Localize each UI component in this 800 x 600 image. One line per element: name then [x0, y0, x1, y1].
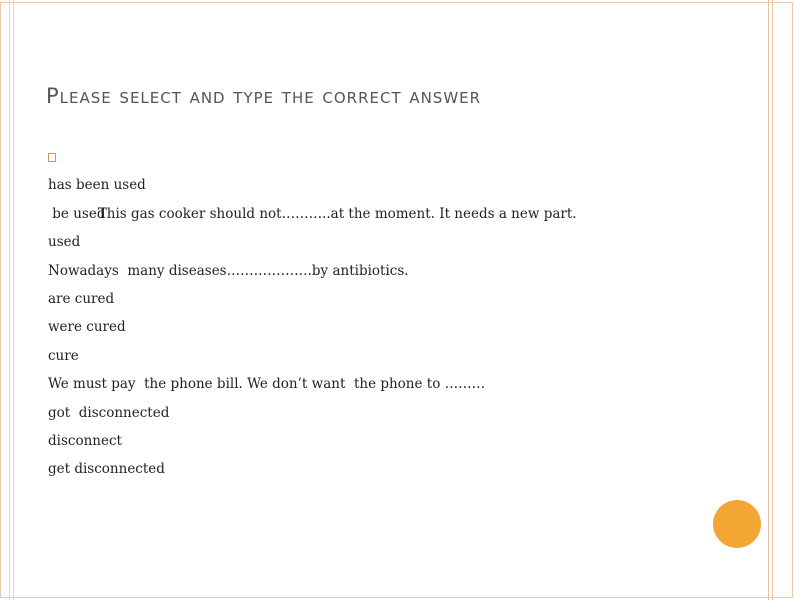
- right-rule: [768, 0, 769, 600]
- answer-option: are cured: [48, 290, 115, 307]
- answer-option: cure: [48, 347, 79, 364]
- left-rule: [9, 0, 10, 600]
- question-2: Nowadays many diseases……………….by antibiotics.: [48, 262, 409, 279]
- answer-option: get disconnected: [48, 461, 165, 478]
- question-3: We must pay the phone bill. We don’t want the phone to ………: [48, 376, 486, 393]
- right-rule-inner: [772, 0, 773, 600]
- bullet-square-icon: [48, 153, 56, 162]
- answer-option: has been used: [48, 177, 146, 194]
- answer-option: were cured: [48, 319, 126, 336]
- answer-option: used: [48, 234, 81, 251]
- answer-option: got disconnected: [48, 404, 170, 421]
- slide-title: Please select and type the correct answer: [46, 84, 482, 108]
- question-1-text: This gas cooker should not………..at the moment. It needs a new part.: [97, 205, 577, 222]
- slide-body: [48, 143, 748, 484]
- left-rule-inner: [13, 0, 14, 600]
- answer-option: be used: [48, 205, 106, 222]
- decorative-circle: [713, 500, 761, 548]
- answer-option: disconnect: [48, 432, 122, 449]
